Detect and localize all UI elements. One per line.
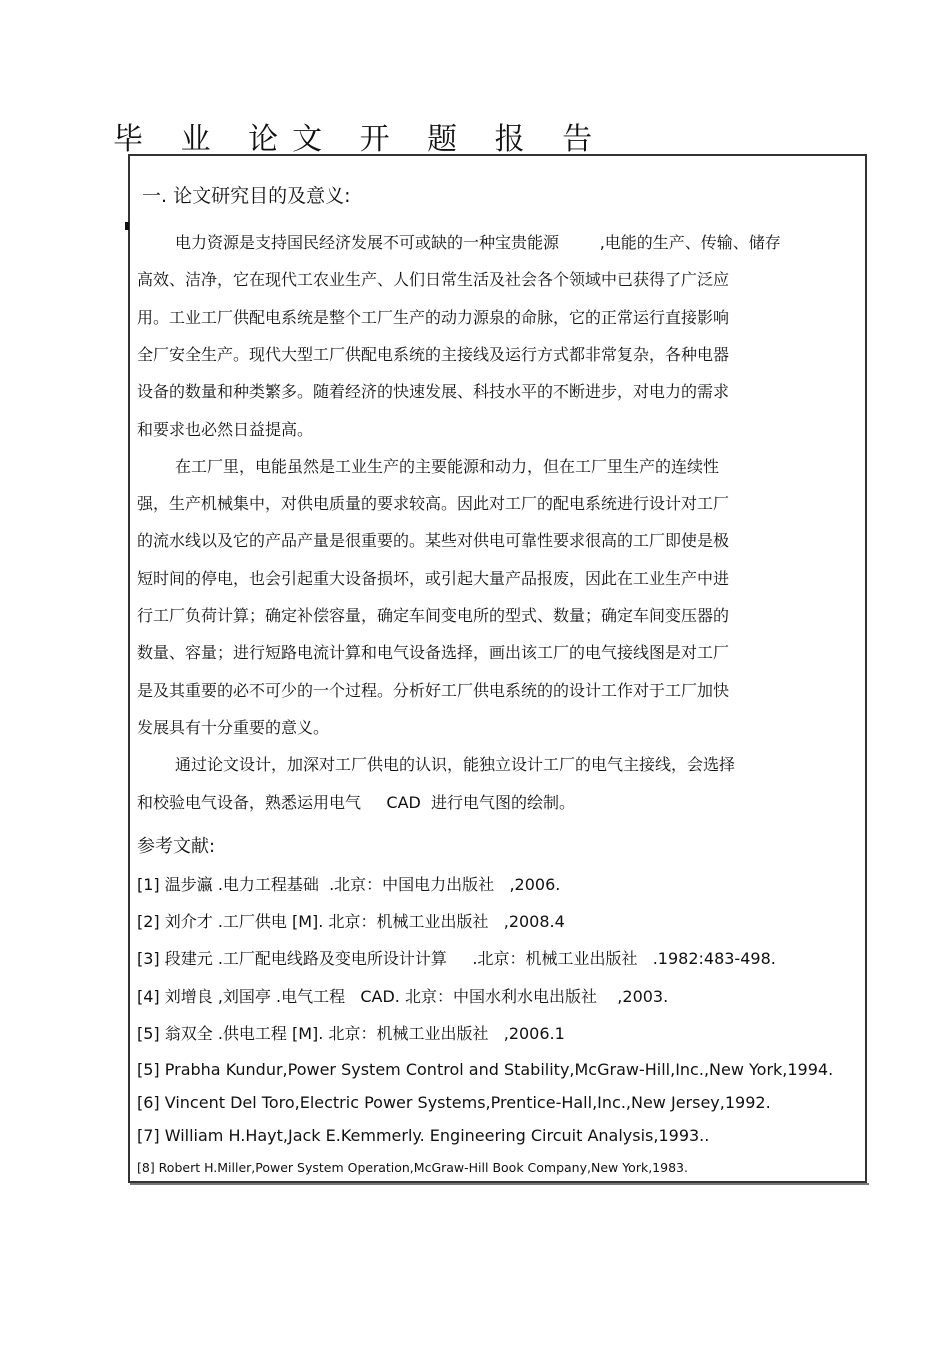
page-title: 毕 业 论文 开 题 报 告 [113, 122, 607, 157]
section-heading: 一. 论文研究目的及意义: [142, 185, 351, 207]
paragraph-line: 和要求也必然日益提高。 [137, 420, 314, 439]
paragraph-line: 在工厂里，电能虽然是工业生产的主要能源和动力，但在工厂里生产的连续性 [175, 457, 720, 476]
paragraph-line: 设备的数量和种类繁多。随着经济的快速发展、科技水平的不断进步，对电力的需求 [137, 382, 730, 401]
paragraph-line: 是及其重要的必不可少的一个过程。分析好工厂供电系统的的设计工作对于工厂加快 [137, 681, 730, 700]
frame-shadow [130, 1183, 869, 1185]
paragraph-line: 发展具有十分重要的意义。 [137, 718, 330, 737]
paragraph-line: 行工厂负荷计算；确定补偿容量，确定车间变电所的型式、数量；确定车间变压器的 [137, 606, 730, 625]
reference-item: [7] William H.Hayt,Jack E.Kemmerly. Engineering Circuit Analysis,1993.. [137, 1126, 710, 1145]
reference-item: [8] Robert H.Miller,Power System Operation,McGraw-Hill Book Company,New York,1983. [137, 1160, 688, 1175]
paragraph-line: 的流水线以及它的产品产量是很重要的。某些对供电可靠性要求很高的工厂即使是极 [137, 531, 730, 550]
paragraph-line: 短时间的停电，也会引起重大设备损坏，或引起大量产品报废，因此在工业生产中进 [137, 569, 730, 588]
paragraph-line: 用。工业工厂供配电系统是整个工厂生产的动力源泉的命脉，它的正常运行直接影响 [137, 308, 730, 327]
reference-item: [2] 刘介才 .工厂供电 [M]. 北京：机械工业出版社 ,2008.4 [137, 912, 565, 931]
paragraph-line: 全厂安全生产。现代大型工厂供配电系统的主接线及运行方式都非常复杂，各种电器 [137, 345, 730, 364]
paragraph-line: 高效、洁净，它在现代工农业生产、人们日常生活及社会各个领域中已获得了广泛应 [137, 270, 730, 289]
paragraph-line: 电力资源是支持国民经济发展不可或缺的一种宝贵能源 ,电能的生产、传输、储存 [175, 233, 781, 252]
reference-item: [6] Vincent Del Toro,Electric Power Systems,Prentice-Hall,Inc.,New Jersey,1992. [137, 1093, 771, 1112]
paragraph-line: 数量、容量；进行短路电流计算和电气设备选择，画出该工厂的电气接线图是对工厂 [137, 643, 730, 662]
margin-mark [125, 222, 129, 230]
paragraph-line: 通过论文设计，加深对工厂供电的认识，能独立设计工厂的电气主接线，会选择 [175, 755, 736, 774]
reference-item: [1] 温步瀛 .电力工程基础 .北京：中国电力出版社 ,2006. [137, 875, 561, 894]
reference-item: [3] 段建元 .工厂配电线路及变电所设计计算 .北京：机械工业出版社 .1982:483-498. [137, 949, 776, 968]
reference-item: [5] 翁双全 .供电工程 [M]. 北京：机械工业出版社 ,2006.1 [137, 1024, 565, 1043]
reference-item: [5] Prabha Kundur,Power System Control and Stability,McGraw-Hill,Inc.,New York,1994. [137, 1060, 834, 1079]
paragraph-line: 强，生产机械集中，对供电质量的要求较高。因此对工厂的配电系统进行设计对工厂 [137, 494, 730, 513]
references-heading: 参考文献: [137, 836, 216, 857]
reference-item: [4] 刘增良 ,刘国亭 .电气工程 CAD. 北京：中国水利水电出版社 ,2003. [137, 987, 669, 1006]
paragraph-line: 和校验电气设备，熟悉运用电气 CAD 进行电气图的绘制。 [137, 793, 576, 812]
